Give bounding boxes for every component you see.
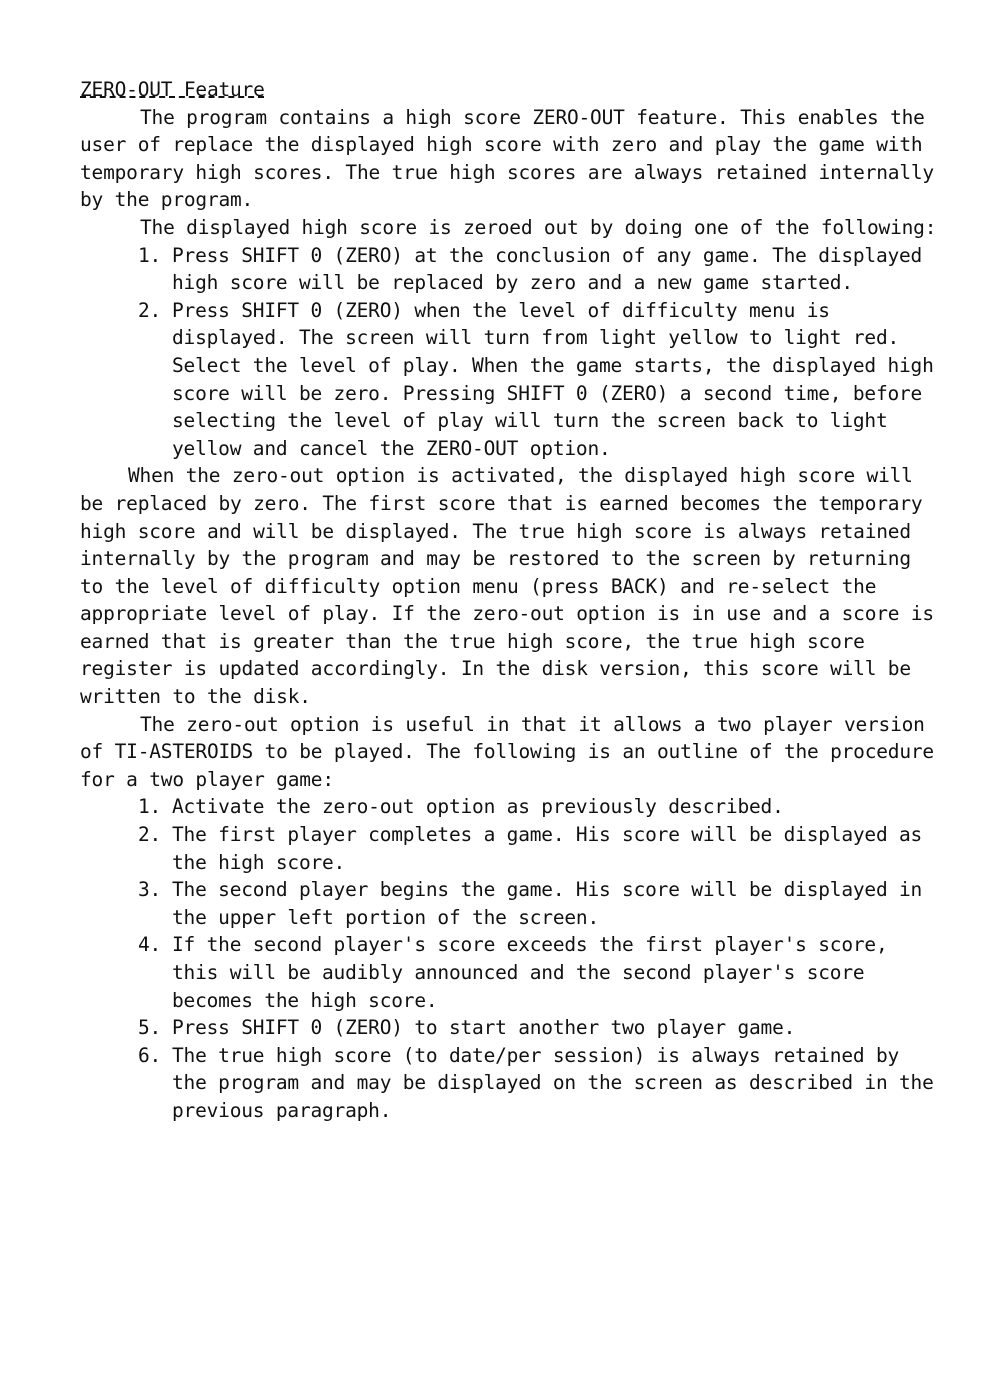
list-item-number: 6. <box>138 1043 162 1067</box>
list-item-text: Press SHIFT 0 (ZERO) at the conclusion of any game. The displayed high score will be replaced by zero and a new game started. <box>172 243 923 295</box>
list-item-text: Press SHIFT 0 (ZERO) to start another two player game. <box>172 1016 796 1040</box>
paragraph-intro: The program contains a high score ZERO-OUT feature. This enables the user of replace the displayed high score with zero and play the game with temporary high scores. The true high scores are always retained internally by the program. <box>80 105 934 212</box>
zero-out-methods-list <box>80 242 940 463</box>
list-item-number: 1. <box>138 243 162 267</box>
paragraph-two-player: The zero-out option is useful in that it allows a two player version of TI-ASTEROIDS to be played. The following is an outline of the procedure for a two player game: <box>80 712 934 791</box>
list-item <box>138 876 940 931</box>
list-item <box>138 1042 940 1125</box>
list-item-text: If the second player's score exceeds the first player's score, this will be audibly announced and the second player's score becomes the high score. <box>172 933 888 1012</box>
list-item-number: 2. <box>138 298 162 322</box>
list-item-text: The first player completes a game. His score will be displayed as the high score. <box>172 823 923 874</box>
list-item <box>138 931 940 1014</box>
list-item-number: 1. <box>138 795 162 819</box>
list-item <box>138 793 940 821</box>
two-player-procedure-list <box>80 793 940 1124</box>
list-item <box>138 242 940 297</box>
list-item-text: Activate the zero-out option as previously described. <box>172 795 784 819</box>
list-item-text: Press SHIFT 0 (ZERO) when the level of difficulty menu is displayed. The screen will turn from light yellow to light red. Select the level of play. When the game starts, the displayed high score will be zero. Pressing SHIFT 0 (ZERO) a second time, before selecting the level of play will turn the screen back to light yellow and cancel the ZERO-OUT option. <box>172 298 934 460</box>
paragraph-zero-activated: When the zero-out option is activated, the displayed high score will be replaced by zero. The first score that is earned becomes the temporary high score and will be displayed. The true high score is always retained internally by the program and may be restored to the screen by returning to the level of difficulty option menu (press BACK) and re-select the appropriate level of play. If the zero-out option is in use and a score is earned that is greater than the true high score, the true high score register is updated accordingly. In the disk version, this score will be written to the disk. <box>80 464 934 709</box>
list-item <box>138 297 940 463</box>
paragraph-zero-methods: The displayed high score is zeroed out by doing one of the following: <box>140 215 937 239</box>
document-body <box>80 76 940 1125</box>
list-item <box>138 1014 940 1042</box>
list-item-text: The second player begins the game. His score will be displayed in the upper left portion of the screen. <box>172 878 923 929</box>
list-item-text: The true high score (to date/per session) is always retained by the program and may be displayed on the screen as described in the previous paragraph. <box>172 1043 934 1122</box>
list-item-number: 2. <box>138 823 162 847</box>
list-item-number: 5. <box>138 1016 162 1040</box>
list-item-number: 3. <box>138 878 162 902</box>
section-heading: ZERO-OUT Feature <box>80 78 265 101</box>
list-item <box>138 821 940 876</box>
list-item-number: 4. <box>138 933 162 957</box>
